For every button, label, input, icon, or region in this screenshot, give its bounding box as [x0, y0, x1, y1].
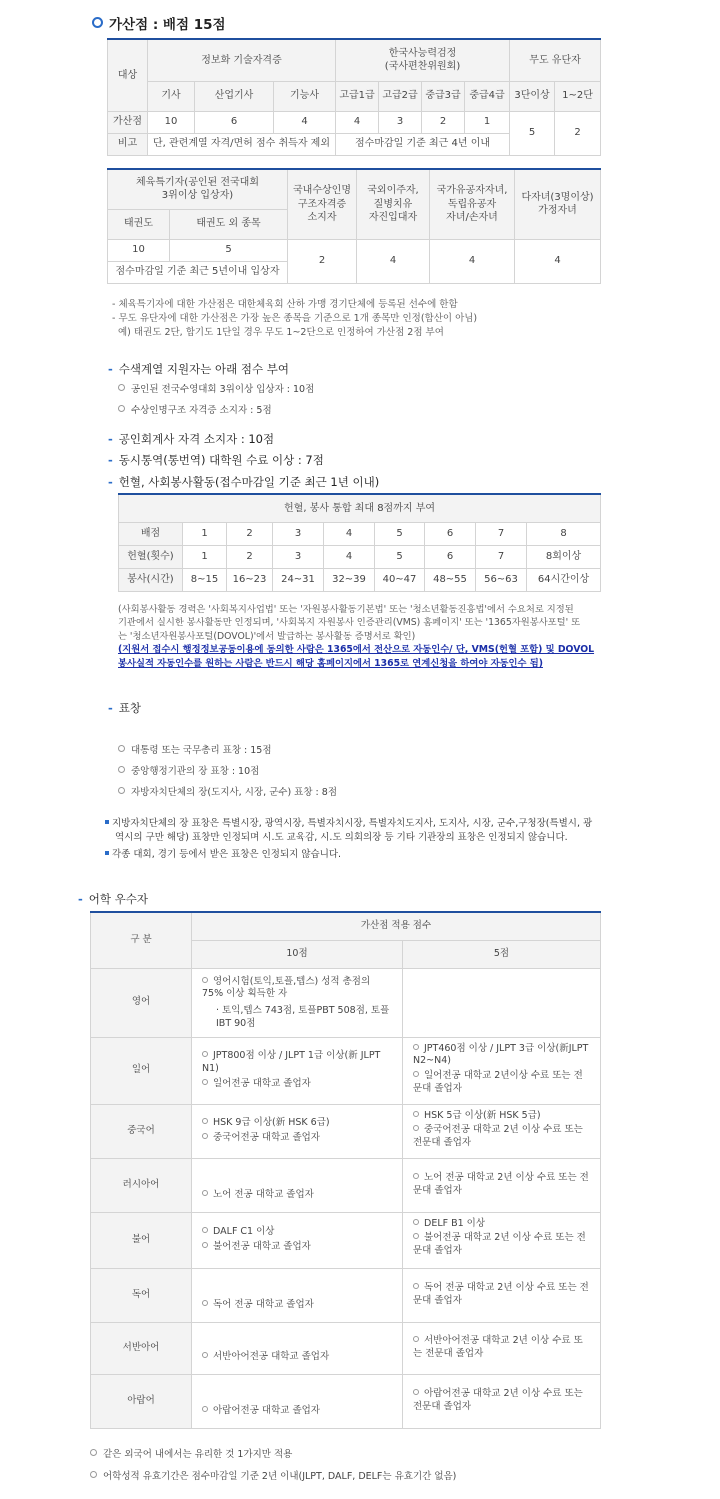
table-row: 러시아어 노어 전공 대학교 졸업자 노어 전공 대학교 2년 이상 수료 또는 전문대 졸업자 [91, 1158, 601, 1212]
list-item: 공인된 전국수영대회 3위이상 입상자 : 10점 [118, 381, 314, 395]
circle-bullet-icon [202, 977, 208, 983]
header-lifeguard: 국내수상인명 구조자격증 소지자 [288, 169, 357, 239]
square-bullet-icon [105, 851, 109, 855]
header-korean-history: 한국사능력검정 (국사편찬위원회) [336, 39, 510, 81]
list-item: 자방자치단체의 장(도지사, 시장, 군수) 표창 : 8점 [118, 784, 337, 798]
volunteer-note: (사회봉사활동 경력은 '사회복지사업법' 또는 '자원봉사활동기본법' 또는 '청소년활동진흥법'에서 수요처로 지정된 기관에서 실시한 봉사활동만 인정되며, '사회복지 자원봉사 인증관리(VMS) 홈페이지' 또는 '1365자원봉사포털' 또 는 '청소년자원봉사포털(DOVOL)'에서 발급하는 봉사활동 증명서로 확인) (지원서 접수시 행정정보공동이용에 동의한 사람은 1365에서 전산으로 자동인수/ 단, VMS(헌혈 포함) 및 DOVOL 봉사실적 자동인수를 원하는 사람은 반드시 해당 홈페이지에서 1365로 연계신청을 하여야 자동인수 됨) [118, 603, 602, 670]
header-category: 구 분 [91, 912, 192, 968]
volunteer-table [118, 493, 601, 592]
bonus-table-certificates [107, 38, 601, 156]
list-item: 수상인명구조 자격증 소지자 : 5점 [118, 402, 272, 416]
circle-bullet-icon [90, 1471, 97, 1478]
table-row: 10 5 2 4 4 4 [108, 239, 601, 261]
bonus-notes: - 체육특기자에 대한 가산점은 대한체육회 산하 가맹 경기단체에 등록된 선수에 한함 - 무도 유단자에 대한 가산점은 가장 높은 종목을 기준으로 1개 종목만 인정(합산이 아님) 예) 태권도 2단, 합기도 1단일 경우 무도 1~2단으로 인정하여 가산점 2점 부여 [112, 299, 478, 338]
language-heading: - 어학 우수자 [78, 892, 148, 906]
table-row: 불어 DALF C1 이상 불어전공 대학교 졸업자 DELF B1 이상 불어전공 대학교 2년 이상 수료 또는 전문대 졸업자 [91, 1212, 601, 1268]
circle-bullet-icon [118, 384, 125, 391]
header-multichild: 다자녀(3명이상) 가정자녀 [515, 169, 601, 239]
swim-heading: - 수색계열 지원자는 아래 점수 부여 [108, 362, 289, 376]
bonus-table-special: 체육특기자(공인된 전국대회 3위이상 입상자) 국내수상인명 구조자격증 소지자 국외이주자, 질병치유 자진입대자 국가유공자자녀, 독립유공자 자녀/손자녀 다자녀(3명이상) 가정자녀 태권도 태권도 외 종목 10 5 2 4 4 4 점수마감일 기준 최근 5년이내 입상자 [107, 168, 601, 284]
volunteer-link-2[interactable]: 봉사실적 자동인수를 원하는 사람은 반드시 해당 홈페이지에서 1365로 연계신청을 하여야 자동인수 됨) [118, 657, 543, 669]
table-row: 봉사(시간) 8~15 16~23 24~31 32~39 40~47 48~55 56~63 64시간이상 [119, 568, 601, 591]
table-row: 헌혈(횟수) 1 2 3 4 5 6 7 8회이상 [119, 545, 601, 568]
header-merit: 국가유공자자녀, 독립유공자 자녀/손자녀 [430, 169, 515, 239]
award-heading: - 표창 [108, 701, 141, 715]
circle-bullet-icon [118, 766, 125, 773]
table-row: 비고 단, 관련계열 자격/면허 점수 취득자 제외 점수마감일 기준 최근 4년 이내 [108, 133, 601, 155]
table-row: 일어 JPT800점 이상 / JLPT 1급 이상(新 JLPT N1) 일어전공 대학교 졸업자 JPT460점 이상 / JLPT 3급 이상(新JLPT N2~N4) 일어전공 대학교 2년이상 수료 또는 전문대 졸업자 [91, 1037, 601, 1104]
header-score: 가산점 적용 점수 [192, 912, 601, 940]
sub-header-row: 기사 산업기사 기능사 고급1급 고급2급 중급3급 중급4급 3단이상 1~2단 [108, 81, 601, 111]
square-bullet-icon [105, 820, 109, 824]
table-row: 영어 영어시험(토익,토플,텝스) 성적 총점의 75% 이상 획득한 자 · 토익,텝스 743점, 토플PBT 508점, 토플IBT 90점 [91, 968, 601, 1037]
circle-bullet-icon [118, 745, 125, 752]
circle-bullet-icon [118, 787, 125, 794]
table-row: 점수마감일 기준 최근 5년이내 입상자 [108, 261, 601, 283]
header-info-cert: 정보화 기술자격증 [148, 39, 336, 81]
list-item: 중앙행정기관의 장 표창 : 10점 [118, 763, 259, 777]
list-item: 같은 외국어 내에서는 유리한 것 1가지만 적용 [90, 1446, 292, 1460]
page-title: 가산점 : 배점 15점 [92, 13, 226, 33]
language-table: 구 분 가산점 적용 점수 10점 5점 영어 영어시험(토익,토플,텝스) 성적 총점의 75% 이상 획득한 자 · 토익,텝스 743점, 토플PBT 508점, 토플IBT 90점 일어 JPT800점 이상 / JLPT 1급 이상(新 JLPT N1) 일어전공 대학교 졸업자 JPT460점 이상 / JLPT 3급 이상(新JLPT N2~N4) 일어전공 대학교 2년이상 수료 또는 전문대 졸업자 중국어 HSK 9급 이상(新 HSK 6급) 중국어전공 대학교 졸업자 HSK 5급 이상(新 HSK 5급) 중국어전공 대학교 2년 이상 수료 또는 전문대 졸업자 러시아어 노어 전공 대학교 졸업자 노어 전공 대학교 2년 이상 수료 또는 전문대 졸업자 불어 DALF C1 이상 불어전공 대학교 졸업자 DELF B1 이상 불어전공 대학교 2년 이상 수료 또는 전문대 졸업자 독어 독어 전공 대학교 졸업자 독어 전공 대학교 2년 이상 수료 또는 전문대 졸업자 서반아어 서반아어전공 대학교 졸업자 서반아어전공 대학교 2년 이상 수료 또는 전문대 졸업자 아랍어 아랍어전공 대학교 졸업자 아랍어전공 대학교 2년 이상 수료 또는 전문대 졸업자 [90, 911, 601, 1429]
circle-bullet-icon [90, 1449, 97, 1456]
volunteer-heading: - 헌혈, 사회봉사활동(접수마감일 기준 최근 1년 이내) [108, 475, 380, 489]
table-row: 배점 1 2 3 4 5 6 7 8 [119, 522, 601, 545]
header-target: 대상 [108, 39, 148, 111]
table-row: 독어 독어 전공 대학교 졸업자 독어 전공 대학교 2년 이상 수료 또는 전문대 졸업자 [91, 1268, 601, 1322]
header-martial-arts: 무도 유단자 [510, 39, 601, 81]
table-row: 가산점 10 6 4 4 3 2 1 5 2 [108, 111, 601, 133]
circle-bullet-icon [118, 405, 125, 412]
interp-heading: - 동시통역(통번역) 대학원 수료 이상 : 7점 [108, 453, 324, 467]
circle-bullet-icon [92, 17, 103, 28]
header-emigrant: 국외이주자, 질병치유 자진입대자 [357, 169, 430, 239]
volunteer-table-title: 헌혈, 봉사 통합 최대 8점까지 부여 [119, 494, 601, 522]
table-row: 중국어 HSK 9급 이상(新 HSK 6급) 중국어전공 대학교 졸업자 HSK 5급 이상(新 HSK 5급) 중국어전공 대학교 2년 이상 수료 또는 전문대 졸업자 [91, 1104, 601, 1158]
list-item: 대통령 또는 국무총리 표창 : 15점 [118, 742, 272, 756]
table-row: 서반아어 서반아어전공 대학교 졸업자 서반아어전공 대학교 2년 이상 수료 또는 전문대 졸업자 [91, 1322, 601, 1374]
header-sports: 체육특기자(공인된 전국대회 3위이상 입상자) [108, 169, 288, 209]
volunteer-link-1[interactable]: (지원서 접수시 행정정보공동이용에 동의한 사람은 1365에서 전산으로 자동인수/ 단, VMS(헌혈 포함) 및 DOVOL [118, 644, 595, 656]
table-row: 아랍어 아랍어전공 대학교 졸업자 아랍어전공 대학교 2년 이상 수료 또는 전문대 졸업자 [91, 1374, 601, 1428]
cpa-heading: - 공인회계사 자격 소지자 : 10점 [108, 432, 275, 446]
list-item: 어학성적 유효기간은 점수마감일 기준 2년 이내(JLPT, DALF, DELF는 유효기간 없음) [90, 1468, 456, 1482]
award-note: 지방자치단체의 장 표창은 특별시장, 광역시장, 특별자치시장, 특별자치도지사, 도지사, 시장, 군수,구청장(특별시, 광 역시의 구만 해당) 표창만 인정되며 시.도 교육감, 시.도 의회의장 등 기타 기관장의 표창은 인정되지 않습니다. 각종 대회, 경기 등에서 받은 표창은 인정되지 않습니다. [105, 817, 605, 861]
